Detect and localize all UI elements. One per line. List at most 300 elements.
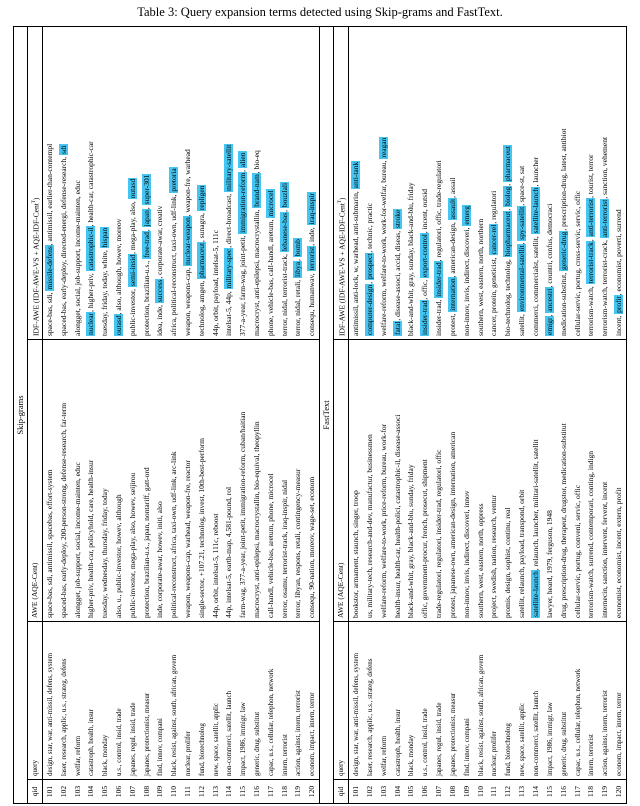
awe-cell: political-reconstruct, africa, taxi-own, udf-link, arc-link xyxy=(167,339,181,621)
awe-cell: lawyer, heard, 1979, ferguson, 1948 xyxy=(543,339,557,621)
qid-cell: 103 xyxy=(71,779,85,803)
idf-awe-cell: incent, profit, economist, poverti, surrend xyxy=(614,209,624,336)
idf-awe-cell: 44p, orbit, payload, intelsat-5, 111c xyxy=(210,229,220,336)
idf-awe-cell: africa, political-reconstruct, taxi-own, udf-link, pretoria xyxy=(169,168,179,336)
term: osamu xyxy=(279,578,289,598)
term: educ xyxy=(72,180,82,195)
term: japanese-own xyxy=(447,552,457,594)
term: howev xyxy=(127,498,137,519)
idf-awe-cell: southern, west, eastern, north, northern xyxy=(475,218,485,336)
qid-cell: 105 xyxy=(404,779,418,803)
term: price-reform xyxy=(378,478,388,517)
header-row xyxy=(28,27,43,803)
term: also xyxy=(127,522,137,535)
term: sanction xyxy=(600,169,610,195)
term: democraci xyxy=(544,203,554,235)
qid-cell: 115 xyxy=(236,779,250,803)
term: gatt-ord xyxy=(141,467,151,492)
idf-awe-cell: bio-technolog, technolog, biopharmaceut, biolog, pharmaceut xyxy=(503,146,513,336)
idf-awe-cell: macrocryst, anti-epilepsi, macrocrystallin, brand-nam, bio-eq xyxy=(251,150,261,336)
highlighted-term: pharmaceut xyxy=(503,146,513,181)
term: early-deploy xyxy=(58,543,68,582)
term: tuesday xyxy=(100,313,110,336)
term: countri xyxy=(544,262,554,284)
term: reboost xyxy=(210,513,220,536)
qid-cell: 108 xyxy=(140,779,154,803)
query-cell: japanes, regul, insid, trade xyxy=(126,621,140,779)
highlighted-term: bomb xyxy=(293,239,303,257)
term: offic xyxy=(572,484,582,499)
term: staunch xyxy=(351,531,360,555)
table-row xyxy=(291,27,305,803)
qid-cell: 114 xyxy=(222,779,236,803)
term: french xyxy=(420,519,430,539)
awe-cell: cellular-servic, portug, conveni, servic, offic xyxy=(571,339,585,621)
term: welfare-reform xyxy=(378,290,388,336)
term: confus xyxy=(544,238,554,259)
query-cell: find, innov, compani xyxy=(460,621,474,779)
qid-cell: 102 xyxy=(57,779,71,803)
term: thursday xyxy=(100,529,110,556)
idf-awe-cell: medication-substitut, generic-drug, prescription-drug, latest, antibiot xyxy=(558,128,568,336)
term: bureau xyxy=(378,454,388,475)
term: single-sector xyxy=(196,579,206,618)
table-row xyxy=(487,27,501,803)
table-row xyxy=(349,27,363,803)
term: social xyxy=(72,288,82,307)
term: prescription-drug xyxy=(558,174,568,227)
term: therapeut xyxy=(558,516,568,545)
term: latest xyxy=(558,155,568,172)
awe-cell: call-handl, vehicle-bas, aretum, phone, microcel xyxy=(264,339,278,621)
idf-awe-cell: technolog, amgen, pharmaceut, sunagra, repligen xyxy=(196,185,206,336)
term: contingency-measur xyxy=(293,468,303,530)
term: also xyxy=(155,501,165,514)
term: intelsat-5 xyxy=(210,557,220,586)
term: regulatori xyxy=(434,467,444,497)
term: intelsat-5 xyxy=(224,575,234,603)
term: vehicle-bas xyxy=(265,550,275,585)
term: tourist xyxy=(586,174,596,195)
idf-awe-cell: alongget, social, job-support, income-mainten, educ xyxy=(72,180,82,336)
highlighted-term: microcel xyxy=(265,190,275,217)
idf-awe-cell: public-investor, semi-insid, mega-play, also, outasd xyxy=(127,178,137,336)
qid-cell: 108 xyxy=(446,779,460,803)
query-cell: econom, impact, intern, terror xyxy=(305,621,319,779)
term: sophist xyxy=(503,548,513,571)
term: today xyxy=(100,272,110,289)
term: troop xyxy=(351,490,360,507)
term: militari-satellit xyxy=(530,462,540,508)
term: trade-regulatori xyxy=(434,571,444,618)
query-cell: black, resist, against, south, african, govern xyxy=(167,621,181,779)
term: warhead xyxy=(182,149,192,175)
term: singer xyxy=(351,509,360,528)
term: weapon-fre xyxy=(182,178,192,213)
term: corporate-awar xyxy=(155,556,165,602)
query-cell: welfar, reform xyxy=(71,621,85,779)
term: satellit xyxy=(530,238,540,259)
term: offic xyxy=(434,210,444,225)
idf-awe-cell: insider-trad, insider-trad, regulatori, offic, trade-regulatori xyxy=(434,160,444,336)
header-row xyxy=(334,27,349,803)
term: black-and-blu xyxy=(406,510,416,553)
qid-cell: 119 xyxy=(598,779,612,803)
idf-awe-cell: cellular-servic, portug, cross-servic, servic, offic xyxy=(572,190,582,336)
term: political-reconstruct xyxy=(169,254,179,316)
awe-cell: consequ, 90-nation, moreov, wage-set, econom xyxy=(305,339,319,621)
highlighted-term: anti-tank xyxy=(351,161,360,189)
term: antimissil xyxy=(45,212,54,242)
term: incent xyxy=(420,211,430,230)
awe-cell: alongget, job-support, social, income-mainten, educ xyxy=(71,339,85,621)
table-row xyxy=(391,27,405,803)
term: consequ xyxy=(307,593,317,618)
awe-cell: protest, japanese-own, american-design, internation, american xyxy=(446,339,460,621)
idf-awe-cell: cancer, protein, geneticist, cancer-rel, regulatori xyxy=(489,190,499,336)
term: welfare-to-work xyxy=(378,520,388,569)
highlighted-term: assault xyxy=(447,198,457,220)
term: microcel xyxy=(265,473,275,500)
qid-cell: 120 xyxy=(305,779,319,803)
awe-cell: promis, design, sophist, continu, real xyxy=(501,339,515,621)
term: udf-link xyxy=(169,478,179,503)
term: orbit xyxy=(210,588,220,603)
term: africa xyxy=(169,318,179,336)
term: southern xyxy=(475,592,485,618)
query-cell: new, space, satellit, applic xyxy=(209,621,223,779)
term: 10th-best-perform xyxy=(196,438,206,493)
term: conting xyxy=(586,473,596,497)
term: prescription-drug xyxy=(558,548,568,601)
term: regulatori xyxy=(434,538,444,568)
idf-awe-cell: emigr, ancestri, countri, confus, democraci xyxy=(544,203,554,335)
highlighted-term: nuclear xyxy=(86,312,96,335)
query-cell: non-commerci, satellit, launch xyxy=(529,621,543,779)
term: care xyxy=(86,499,96,512)
term: warhead xyxy=(351,238,360,264)
qid-cell: 116 xyxy=(557,779,571,803)
awe-cell: us, military-tech, research-and-dev, manufactur, businessmen xyxy=(363,339,377,621)
section-skipgrams xyxy=(13,26,320,804)
query-cell: action, against, intern, terrorist xyxy=(598,621,612,779)
highlighted-term: biopharmaceut xyxy=(503,211,513,257)
term: lawyer xyxy=(544,597,554,618)
term: joint-petit xyxy=(238,237,248,268)
term: drug xyxy=(558,604,568,618)
idf-awe-cell: satellit, environmental-satellit, spy-satellit, space-st, sat xyxy=(517,165,527,336)
term: anti-submarin xyxy=(351,193,360,235)
idf-awe-cell: 377-a-year, farm-wag, joint-petit, immigration-reform, alien xyxy=(238,152,248,336)
term: swedish xyxy=(489,569,499,594)
term: antimissil xyxy=(351,306,360,336)
term: catastrophic-il xyxy=(392,460,402,504)
term: udf-link xyxy=(169,196,179,221)
term: taxi-own xyxy=(169,506,179,534)
table-row xyxy=(181,27,195,803)
highlighted-term: emigr xyxy=(544,317,554,335)
term: continu xyxy=(503,522,513,546)
term: drugstor xyxy=(558,488,568,514)
awe-cell: weapon, weapons-cap, warhead, weapon-fre, reactor xyxy=(181,339,195,621)
term: weapon xyxy=(182,312,192,336)
term: launcher xyxy=(530,156,540,183)
highlighted-term: military-spec xyxy=(224,248,234,289)
query-cell: japanes, protectionist, measur xyxy=(446,621,460,779)
term: reactor xyxy=(182,460,192,481)
term: servic xyxy=(572,502,582,521)
term: also xyxy=(113,298,123,311)
query-cell: catastroph, health, insur xyxy=(391,621,405,779)
term: shipment xyxy=(420,459,430,487)
term: defense-research xyxy=(58,158,68,210)
term: 377-a-year xyxy=(238,552,248,586)
awe-cell: terrorism-watch, surrend, contemporari, conting, indign xyxy=(584,339,598,621)
term: consequ xyxy=(307,311,317,336)
query-cell: action, against, intern, terrorist xyxy=(291,621,305,779)
term: antimissil xyxy=(45,543,54,573)
term: servic xyxy=(572,208,582,227)
term: africa xyxy=(169,536,179,554)
highlighted-term: nuclear-weapon xyxy=(182,217,192,266)
term: disease-associ xyxy=(392,414,402,457)
term: offic xyxy=(434,449,444,464)
term: research-and-dev xyxy=(364,513,374,566)
awe-cell: single-sector, +107.21, technolog, invest, 10th-best-perform xyxy=(195,339,209,621)
term: portug xyxy=(572,551,582,572)
idf-awe-cell: weapon, weapons-cap, nuclear-weapon, weapon-fre, warhead xyxy=(182,149,192,336)
term: insider-trad xyxy=(434,301,444,336)
term: farm-wag xyxy=(238,270,248,301)
term: idea xyxy=(155,323,165,336)
highlighted-term: anti-terrorist xyxy=(586,198,596,237)
term: weapons-cap xyxy=(182,269,192,309)
qid-cell: 113 xyxy=(515,779,529,803)
term: although xyxy=(113,494,123,521)
term: 111c xyxy=(210,539,220,554)
awe-cell: satellit, relaunch, payload, transpond, orbit xyxy=(515,339,529,621)
term: relaunch xyxy=(530,540,540,567)
term: vehicle-bas xyxy=(265,279,275,314)
term: macrocryst xyxy=(251,584,261,618)
term: real xyxy=(503,507,513,519)
term: payload xyxy=(210,279,220,304)
term: rol xyxy=(224,486,234,496)
term: sunday xyxy=(406,486,416,507)
query-column-header: query xyxy=(334,621,348,779)
term: internation xyxy=(447,463,457,496)
term: far-term xyxy=(58,402,68,428)
term: intervent xyxy=(600,528,610,556)
qid-cell: 105 xyxy=(98,779,112,803)
term: +107.21 xyxy=(196,551,206,577)
term: west xyxy=(475,292,485,307)
query-cell: laser, research, applic, u.s., strateg, defens xyxy=(57,621,71,779)
qid-cell: 110 xyxy=(167,779,181,803)
term: retali xyxy=(293,281,303,298)
term: american xyxy=(447,431,457,460)
term: macrocryst xyxy=(251,302,261,336)
term: contemporari xyxy=(586,500,596,541)
table-row xyxy=(222,27,236,803)
query-cell: catastroph, health, insur xyxy=(84,621,98,779)
term: wage-set xyxy=(307,504,317,531)
term: west xyxy=(475,574,485,589)
idf-awe-cell: nuclear, higher-priv, catastrophic-il, health-car, catastrophic-car xyxy=(86,141,96,335)
term: public-investor xyxy=(127,290,137,336)
term: bio-technolog xyxy=(503,294,513,336)
qid-cell: 113 xyxy=(209,779,223,803)
term: spaced-bas xyxy=(58,585,68,618)
awe-cell: 44p, intelsat-5, earth-map, 4,581-pound, rol xyxy=(222,339,236,621)
term: medication-substitut xyxy=(558,274,568,336)
awe-cell: black-and-whit, gray, black-and-blu, sunday, friday xyxy=(404,339,418,621)
term: fervent xyxy=(600,503,610,526)
term: orbit xyxy=(517,489,527,504)
term: 377-a-year xyxy=(238,303,248,336)
term: non-innov xyxy=(461,305,471,336)
term: bureau xyxy=(378,162,388,183)
table-row xyxy=(278,27,292,803)
table-row xyxy=(264,27,278,803)
term: innov xyxy=(461,490,471,508)
term: phone xyxy=(265,317,275,336)
query-cell: impact, 1986, immigr, law xyxy=(543,621,557,779)
qid-cell: 101 xyxy=(349,779,363,803)
table-row xyxy=(57,27,71,803)
table-row xyxy=(460,27,474,803)
term: invest xyxy=(196,496,206,515)
term: today xyxy=(100,488,110,505)
query-cell: welfar, reform xyxy=(377,621,391,779)
highlighted-term: biolog xyxy=(503,186,513,206)
table-row xyxy=(529,27,543,803)
term: protest xyxy=(447,597,457,618)
idf-awe-cell: welfare-reform, welfare-to-work, work-for-welfar, bureau, reagan xyxy=(378,137,388,336)
term: arc-link xyxy=(169,451,179,475)
term: manufactur xyxy=(364,476,374,511)
highlighted-term: cancer-rel xyxy=(489,224,499,255)
term: internecin xyxy=(600,588,610,618)
query-cell: find, innov, compani xyxy=(153,621,167,779)
idf-awe-cell: black-and-whit, gray, sunday, black-and-blu, friday xyxy=(406,182,416,336)
highlighted-term: catastrophic-il xyxy=(86,227,96,271)
term: weapon xyxy=(182,594,192,618)
term: southern xyxy=(475,310,485,336)
term: friday xyxy=(100,292,110,310)
term: anti-lock xyxy=(351,276,360,304)
term: call-handl xyxy=(265,246,275,276)
term: prosecut xyxy=(420,490,430,516)
term: policyhold xyxy=(86,515,96,548)
term: higher-priv xyxy=(86,275,96,309)
idf-awe-cell: terrorism-watch, terrorist-track, anti-terrorist, tourist, terror xyxy=(586,154,596,336)
qid-cell: 111 xyxy=(487,779,501,803)
term: spacebas xyxy=(45,513,54,540)
term: respons xyxy=(293,552,303,576)
term: project xyxy=(489,597,499,618)
term: humanwav xyxy=(307,275,317,308)
term: poverti xyxy=(614,235,624,257)
idf-awe-cell: spaced-bas, early-deploy, directed-energi, defense-research, sdi xyxy=(58,145,68,336)
term: howev xyxy=(155,532,165,553)
term: discoveri xyxy=(461,229,471,257)
table-row xyxy=(571,27,585,803)
query-cell: japanes, regul, insid, trade xyxy=(432,621,446,779)
highlighted-term: hispan xyxy=(100,227,110,248)
term: terrorist-track xyxy=(279,533,289,575)
qid-column-header: qid xyxy=(334,779,348,803)
term: practic xyxy=(364,203,374,224)
qid-cell: 107 xyxy=(432,779,446,803)
term: diseas xyxy=(392,232,402,252)
term: satellit xyxy=(517,316,527,336)
table-row xyxy=(612,27,626,803)
term: 200-person-strong xyxy=(58,485,68,541)
term: friday xyxy=(100,508,110,527)
idf-awe-cell: insider-trad, offic, export-control, incent, outsid xyxy=(420,188,430,335)
term: aretum xyxy=(265,525,275,547)
idf-awe-cell: commerci, commercialst, satellit, satellite-launch, launcher xyxy=(530,156,540,336)
table-normal-orientation xyxy=(13,26,627,804)
section-label-fasttext: FastText xyxy=(320,27,334,803)
term: portug xyxy=(572,269,582,290)
term: businessmen xyxy=(364,434,374,473)
query-cell: capac, u.s., cellular, telephon, network xyxy=(264,621,278,779)
term: us xyxy=(364,611,374,618)
highlighted-term: free-trad xyxy=(141,232,151,258)
term: medication-substitut xyxy=(558,423,568,485)
highlighted-term: profit xyxy=(614,296,624,313)
term: ferguson xyxy=(544,528,554,555)
table-row xyxy=(446,27,460,803)
highlighted-term: internation xyxy=(447,278,457,311)
term: accid xyxy=(392,254,402,271)
term: creativ xyxy=(155,205,165,226)
term: health-car xyxy=(86,551,96,582)
term: tuesday xyxy=(100,595,110,618)
term: brazilian-u.s. xyxy=(141,544,151,584)
table-row xyxy=(43,27,57,803)
highlighted-term: repligen xyxy=(196,185,206,211)
term: technolog xyxy=(196,306,206,336)
superscript-t: T xyxy=(338,200,343,204)
highlighted-term: satellite-launch xyxy=(530,571,540,617)
term: amgen xyxy=(196,282,206,303)
qid-column-header: qid xyxy=(28,779,42,803)
query-cell: nuclear, prolifer xyxy=(181,621,195,779)
qid-cell: 107 xyxy=(126,779,140,803)
highlighted-term: stroke xyxy=(392,209,402,229)
highlighted-term: pretoria xyxy=(169,168,179,192)
term: theopyllin xyxy=(251,421,261,452)
term: discoveri xyxy=(461,511,471,539)
term: satellit xyxy=(517,598,527,618)
query-cell: new, space, satellit, applic xyxy=(515,621,529,779)
term: cuban/haitian xyxy=(238,411,248,453)
term: moreov xyxy=(113,218,123,242)
term: incent xyxy=(614,317,624,336)
table-row xyxy=(474,27,488,803)
term: work-for xyxy=(378,423,388,451)
awe-column-header: AWE (AQE-Cent) xyxy=(334,339,348,621)
term: public-investor xyxy=(113,547,123,593)
highlighted-term: environmental-satellit xyxy=(517,245,527,312)
term: offic xyxy=(420,281,430,296)
term: sunday xyxy=(406,249,416,271)
term: friday xyxy=(406,464,416,483)
term: protection xyxy=(141,587,151,618)
